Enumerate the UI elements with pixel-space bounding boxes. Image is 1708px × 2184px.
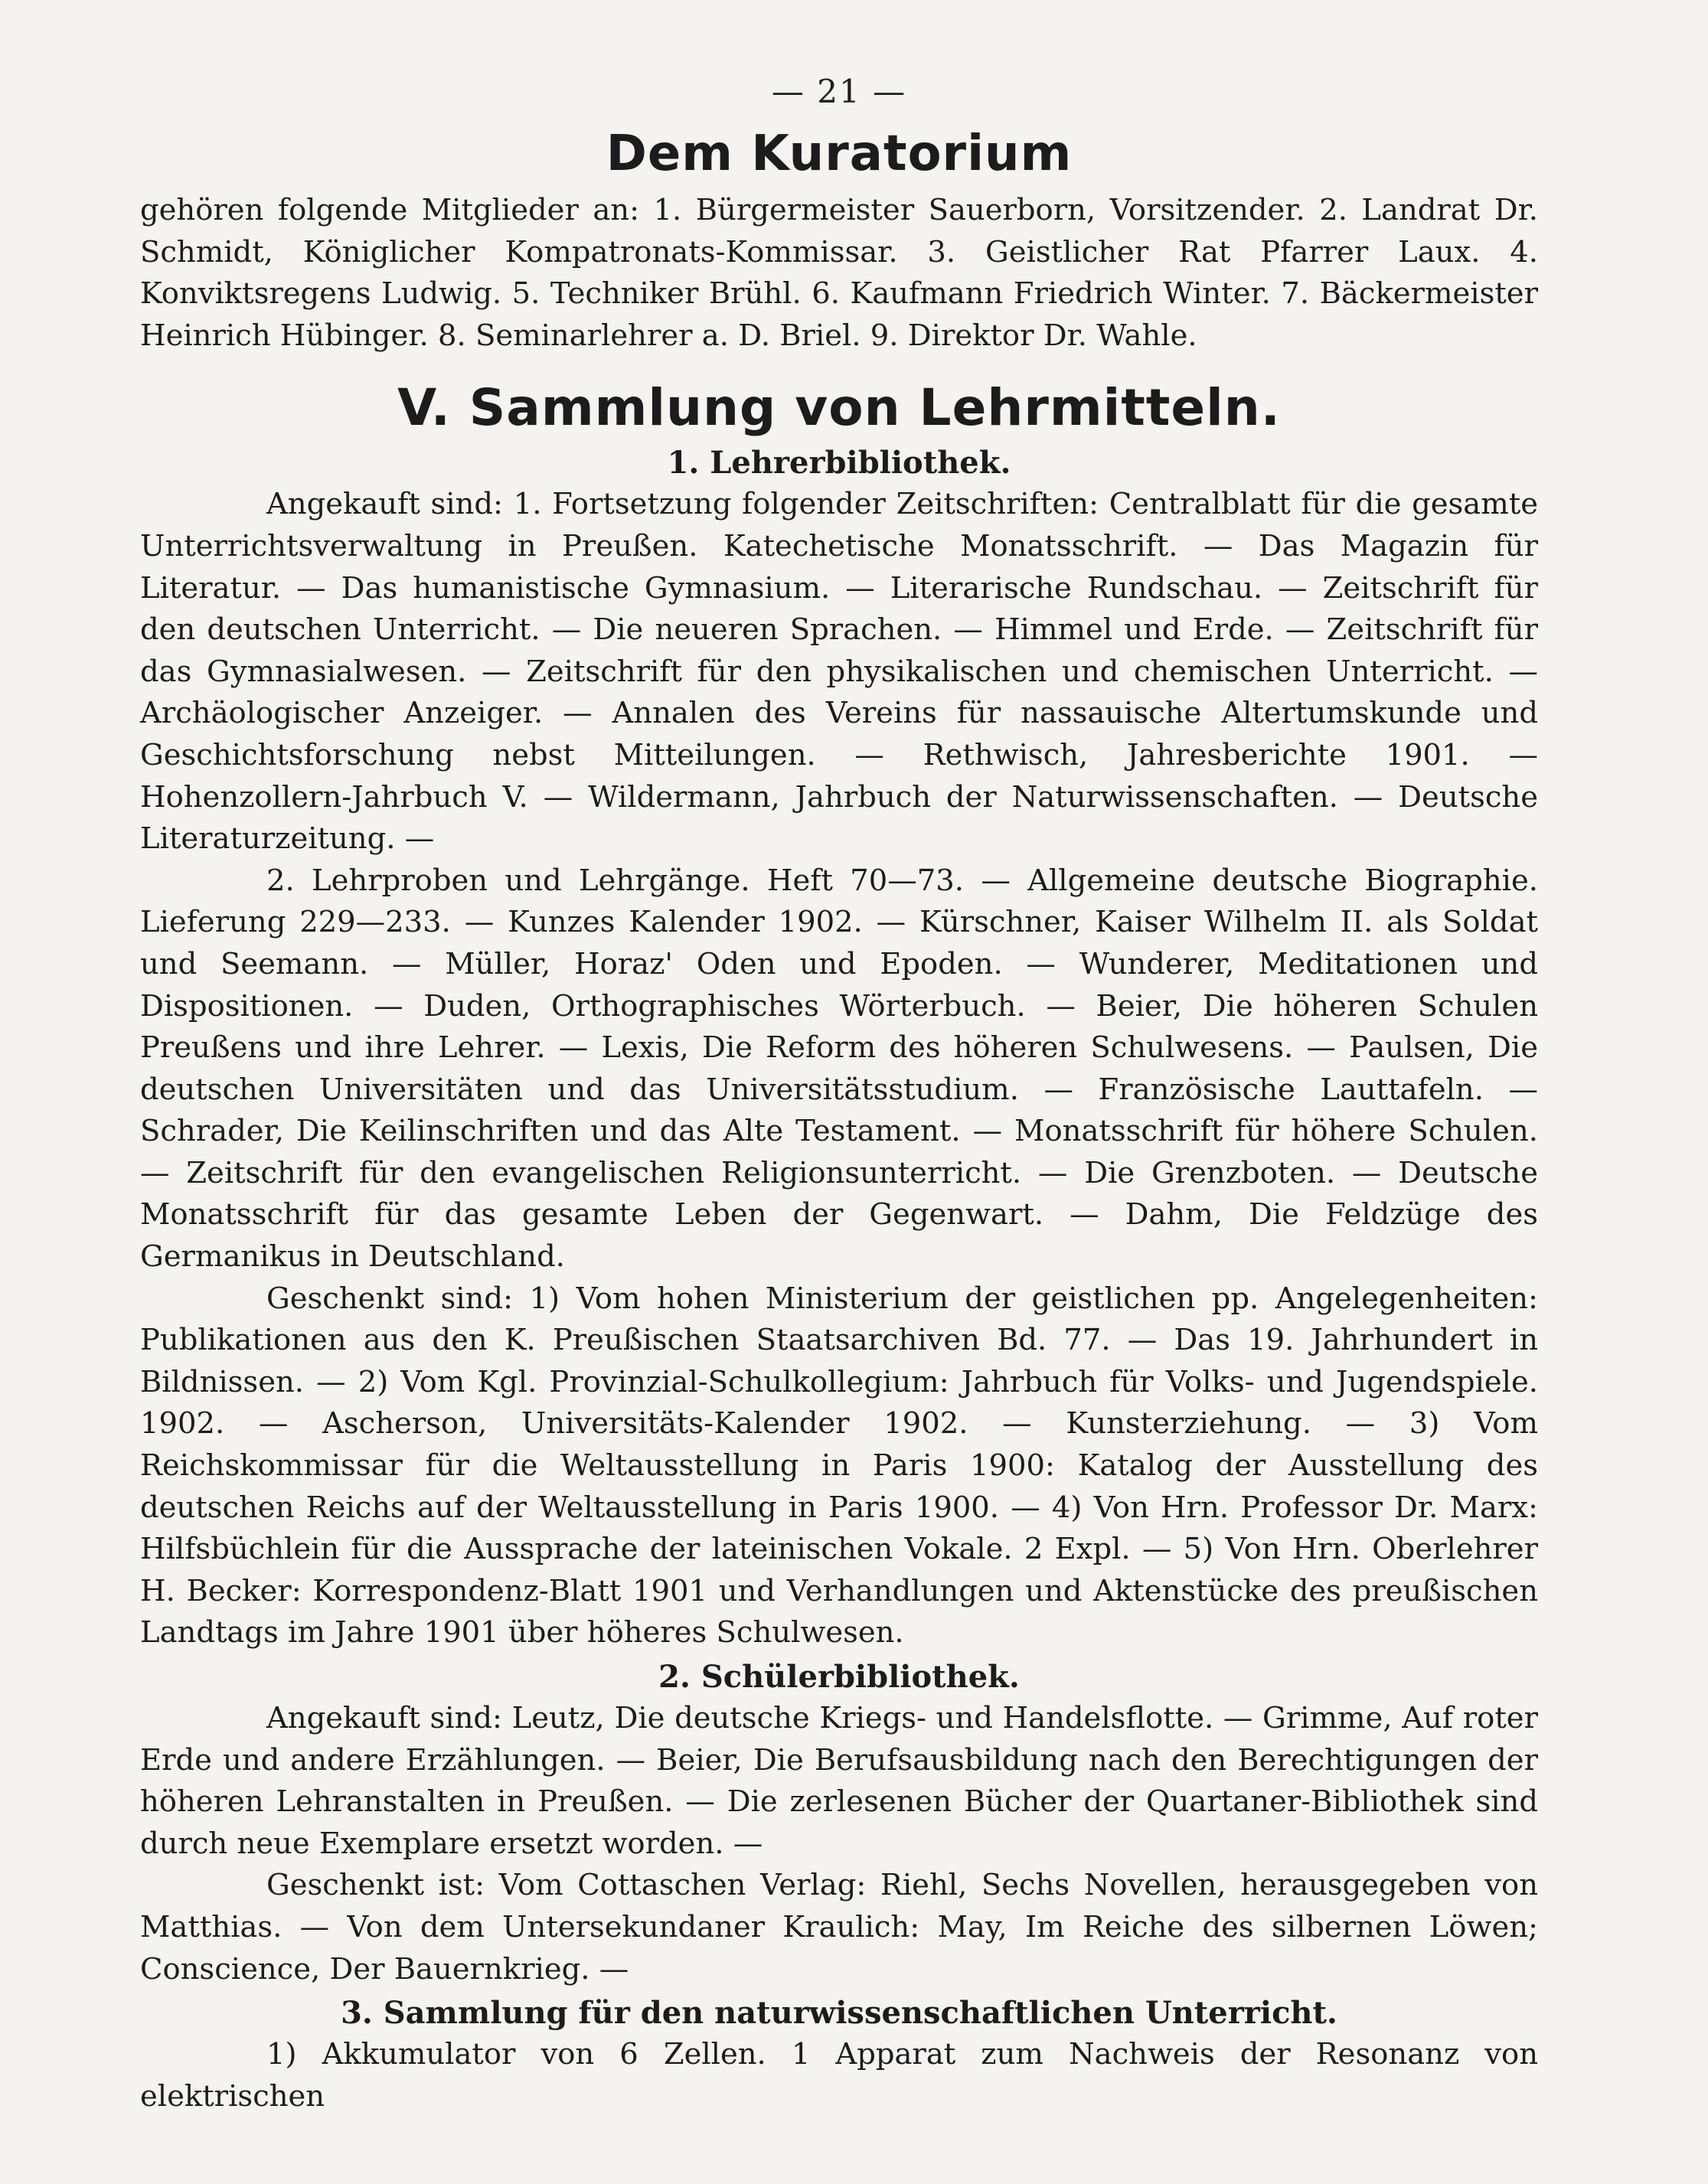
naturwissenschaft-paragraph-1: 1) Akkumulator von 6 Zellen. 1 Apparat zum Nachweis der Resonanz von elektrischen: [140, 2037, 1538, 2114]
lehrerbibliothek-heading: 1. Lehrerbibliothek.: [667, 445, 1011, 482]
lehrerbibliothek-paragraph-2: 2. Lehrproben und Lehrgänge. Heft 70—73. — Allgemeine deutsche Biographie. Lieferung 229—233. — Kunzes Kalender 1902. — Kürschner, Kaiser Wilhelm II. als Soldat und Seemann. — Müller, Horaz' Oden und Epoden. — Wunderer, Meditationen und Dispositionen. — Duden, Orthographisches Wörterbuch. — Beier, Die höheren Schulen Preußens und ihre Lehrer. — Lexis, Die Reform des höheren Schulwesens. — Paulsen, Die deutschen Universitäten und das Universitätsstudium. — Französische Lauttafeln. — Schrader, Die Keilinschriften und das Alte Testament. — Monatsschrift für höhere Schulen. — Zeitschrift für den evangelischen Religionsunterricht. — Die Grenzboten. — Deutsche Monatsschrift für das gesamte Leben der Gegenwart. — Dahm, Die Feldzüge des Germanikus in Deutschland.: [140, 863, 1538, 1275]
kuratorium-text: gehören folgende Mitglieder an: 1. Bürgermeister Sauerborn, Vorsitzender. 2. Landrat Dr. Schmidt, Königlicher Kompatronats-Kommissar. 3. Geistlicher Rat Pfarrer Laux. 4. Konviktsregens Ludwig. 5. Techniker Brühl. 6. Kaufmann Friedrich Winter. 7. Bäckermeister Heinrich Hübinger. 8. Seminarlehrer a. D. Briel. 9. Direktor Dr. Wahle.: [140, 193, 1538, 353]
page-number: — 21 —: [771, 73, 907, 110]
lehrerbibliothek-paragraph-1: Angekauft sind: 1. Fortsetzung folgender Zeitschriften: Centralblatt für die gesamte Unterrichtsverwaltung in Preußen. Katechetische Monatsschrift. — Das Magazin für Literatur. — Das humanistische Gymnasium. — Literarische Rundschau. — Zeitschrift für den deutschen Unterricht. — Die neueren Sprachen. — Himmel und Erde. — Zeitschrift für das Gymnasialwesen. — Zeitschrift für den physikalischen und chemischen Unterricht. — Archäologischer Anzeiger. — Annalen des Vereins für nassauische Altertumskunde und Geschichtsforschung nebst Mitteilungen. — Rethwisch, Jahresberichte 1901. — Hohenzollern-Jahrbuch V. — Wildermann, Jahrbuch der Naturwissenschaften. — Deutsche Literaturzeitung. —: [140, 487, 1538, 857]
kuratorium-heading: Dem Kuratorium: [606, 126, 1073, 182]
naturwissenschaft-heading: 3. Sammlung für den naturwissenschaftlichen Unterricht.: [341, 1995, 1337, 2032]
lehrerbibliothek-paragraph-3: Geschenkt sind: 1) Vom hohen Ministerium der geistlichen pp. Angelegenheiten: Publikationen aus den K. Preußischen Staatsarchiven Bd. 77. — Das 19. Jahrhundert in Bildnissen. — 2) Vom Kgl. Provinzial-Schulkollegium: Jahrbuch für Volks- und Jugendspiele. 1902. — Ascherson, Universitäts-Kalender 1902. — Kunsterziehung. — 3) Vom Reichskommissar für die Weltausstellung in Paris 1900: Katalog der Ausstellung des deutschen Reichs auf der Weltausstellung in Paris 1900. — 4) Von Hrn. Professor Dr. Marx: Hilfsbüchlein für die Aussprache der lateinischen Vokale. 2 Expl. — 5) Von Hrn. Oberlehrer H. Becker: Korrespondenz-Blatt 1901 und Verhandlungen und Aktenstücke des preußischen Landtags im Jahre 1901 über höheres Schulwesen.: [140, 1281, 1538, 1650]
schuelerbibliothek-heading: 2. Schülerbibliothek.: [658, 1659, 1020, 1695]
section-v-heading: V. Sammlung von Lehrmitteln.: [397, 378, 1281, 438]
schuelerbibliothek-paragraph-1: Angekauft sind: Leutz, Die deutsche Kriegs- und Handelsflotte. — Grimme, Auf roter Erde und andere Erzählungen. — Beier, Die Berufsausbildung nach den Berechtigungen der höheren Lehranstalten in Preußen. — Die zerlesenen Bücher der Quartaner-Bibliothek sind durch neue Exemplare ersetzt worden. —: [140, 1701, 1538, 1861]
schuelerbibliothek-paragraph-2: Geschenkt ist: Vom Cottaschen Verlag: Riehl, Sechs Novellen, herausgegeben von Matthias. — Von dem Untersekundaner Kraulich: May, Im Reiche des silbernen Löwen; Conscience, Der Bauernkrieg. —: [140, 1868, 1538, 1986]
